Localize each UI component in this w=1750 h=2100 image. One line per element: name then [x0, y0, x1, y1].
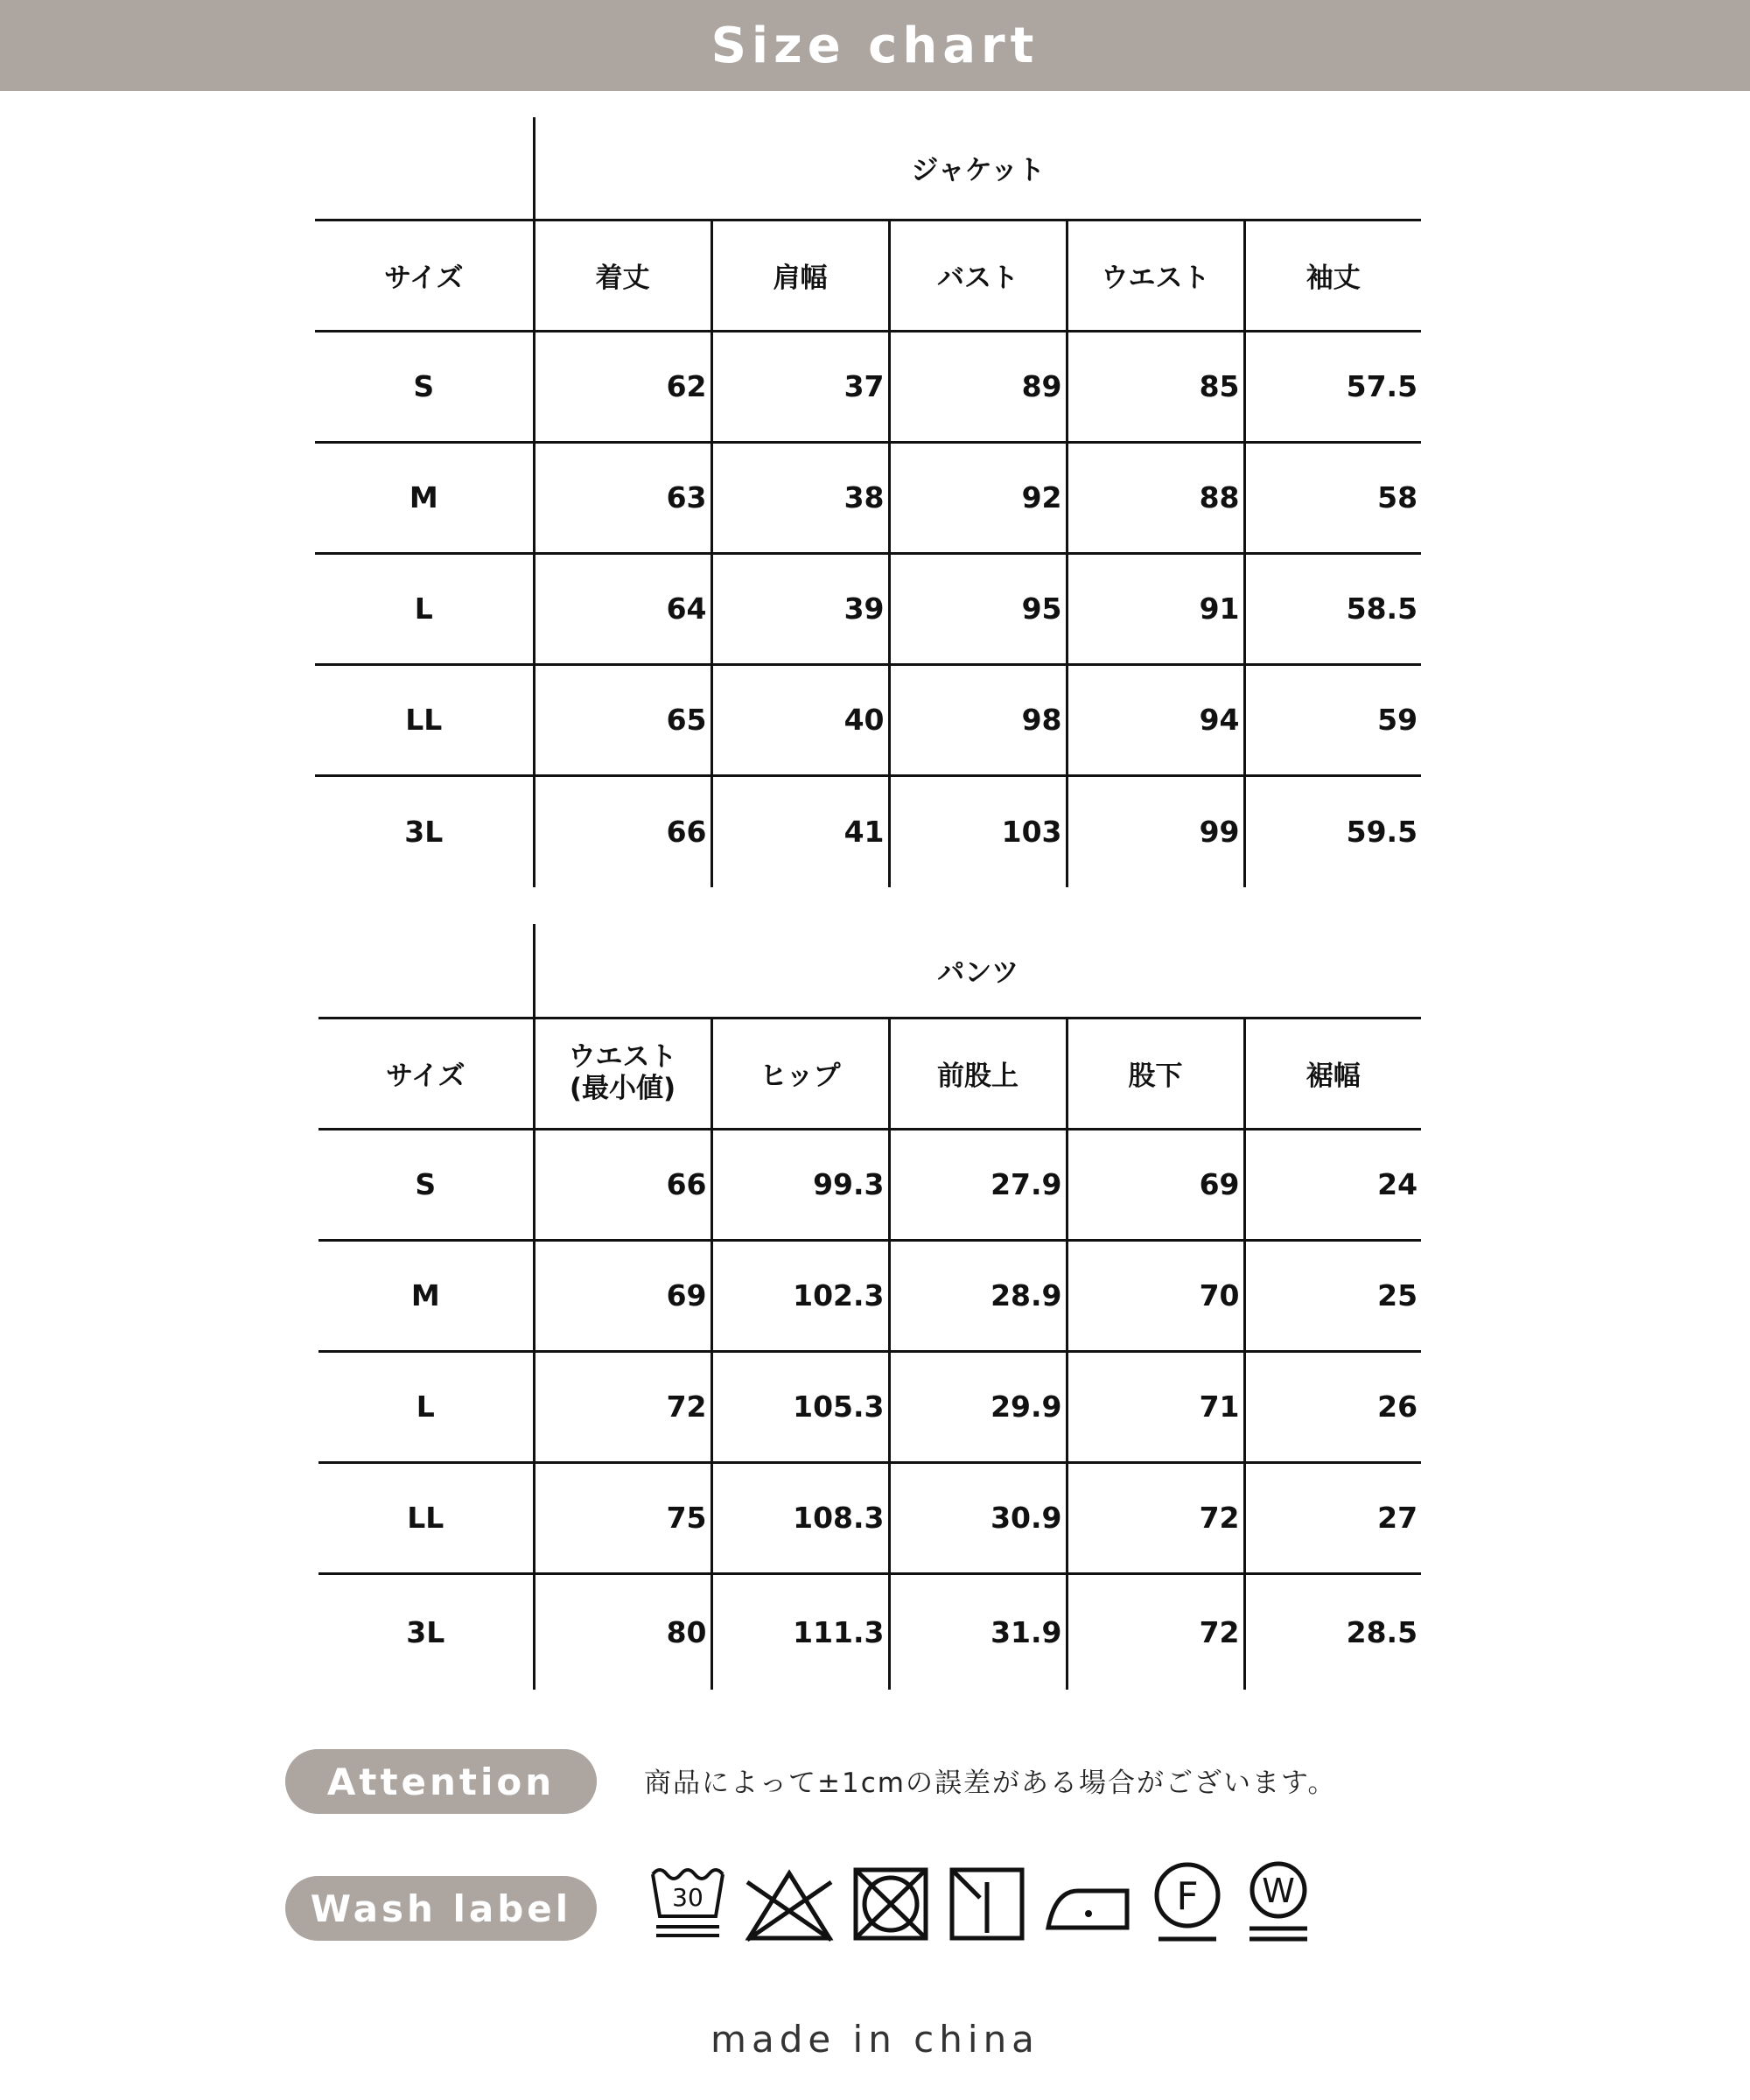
jacket-col-header: ウエスト [1067, 220, 1244, 331]
measure-cell: 103 [889, 775, 1067, 887]
size-label: L [318, 1351, 534, 1462]
made-in-label: made in china [710, 2018, 1040, 2061]
measure-cell: 59.5 [1244, 775, 1421, 887]
size-label: 3L [318, 1573, 534, 1690]
measure-cell: 75 [534, 1462, 711, 1573]
measure-cell: 88 [1067, 442, 1244, 553]
measure-cell: 66 [534, 1129, 711, 1240]
measure-cell: 28.9 [889, 1240, 1067, 1351]
measure-cell: 31.9 [889, 1573, 1067, 1690]
measure-cell: 38 [711, 442, 889, 553]
measure-cell: 72 [1067, 1462, 1244, 1573]
measure-cell: 25 [1244, 1240, 1421, 1351]
pants-col-header: 裾幅 [1244, 1018, 1421, 1129]
measure-cell: 41 [711, 775, 889, 887]
no-tumble-dry-icon [850, 1865, 931, 1943]
measure-cell: 62 [534, 331, 711, 442]
header-bar [0, 0, 1750, 91]
measure-cell: 27.9 [889, 1129, 1067, 1240]
attention-badge [285, 1749, 597, 1814]
size-label: S [315, 331, 534, 442]
measure-cell: 108.3 [711, 1462, 889, 1573]
table-row [318, 1462, 1421, 1573]
table-row [315, 553, 1421, 664]
measure-cell: 27 [1244, 1462, 1421, 1573]
no-bleach-icon [744, 1865, 835, 1943]
measure-cell: 29.9 [889, 1351, 1067, 1462]
dry-clean-f-icon [1150, 1860, 1225, 1948]
size-label: L [315, 553, 534, 664]
measure-cell: 80 [534, 1573, 711, 1690]
pants-col-header: ヒップ [711, 1018, 889, 1129]
size-label: S [318, 1129, 534, 1240]
measure-cell: 69 [534, 1240, 711, 1351]
measure-cell: 58 [1244, 442, 1421, 553]
measure-cell: 91 [1067, 553, 1244, 664]
table-row [315, 775, 1421, 887]
measure-cell: 37 [711, 331, 889, 442]
measure-cell: 111.3 [711, 1573, 889, 1690]
measure-cell: 69 [1067, 1129, 1244, 1240]
jacket-title: ジャケット [534, 117, 1421, 220]
wash-label: Wash label [310, 1886, 572, 1930]
wash-temp-label: 30 [672, 1883, 704, 1912]
wet-clean-w-icon [1241, 1860, 1316, 1948]
measure-cell: 98 [889, 664, 1067, 775]
measure-cell: 65 [534, 664, 711, 775]
measure-cell: 63 [534, 442, 711, 553]
measure-cell: 57.5 [1244, 331, 1421, 442]
pants-col-header [534, 1018, 711, 1129]
page-title: Size chart [710, 17, 1040, 74]
wet-clean-letter: W [1262, 1872, 1295, 1910]
jacket-col-header: バスト [889, 220, 1067, 331]
jacket-col-header: 袖丈 [1244, 220, 1421, 331]
measure-cell: 58.5 [1244, 553, 1421, 664]
pants-size-table [318, 924, 1421, 1690]
measure-cell: 24 [1244, 1129, 1421, 1240]
size-label: M [318, 1240, 534, 1351]
measure-cell: 26 [1244, 1351, 1421, 1462]
measure-cell: 71 [1067, 1351, 1244, 1462]
measure-cell: 99 [1067, 775, 1244, 887]
dry-clean-letter: F [1176, 1874, 1199, 1919]
pants-col-header-sub: (最小値) [569, 1072, 676, 1104]
measure-cell: 102.3 [711, 1240, 889, 1351]
jacket-header-row [315, 220, 1421, 331]
size-label: LL [315, 664, 534, 775]
pants-header-row [318, 1018, 1421, 1129]
measure-cell: 89 [889, 331, 1067, 442]
measure-cell: 92 [889, 442, 1067, 553]
measure-cell: 95 [889, 553, 1067, 664]
wash-icons [648, 1860, 1316, 1948]
pants-col-header-main: ウエスト [568, 1040, 677, 1073]
measure-cell: 39 [711, 553, 889, 664]
table-row [315, 331, 1421, 442]
measure-cell: 28.5 [1244, 1573, 1421, 1690]
jacket-col-header: 着丈 [534, 220, 711, 331]
measure-cell: 30.9 [889, 1462, 1067, 1573]
pants-col-header: 股下 [1067, 1018, 1244, 1129]
table-row [318, 1129, 1421, 1240]
size-label: 3L [315, 775, 534, 887]
jacket-size-header: サイズ [315, 220, 534, 331]
measure-cell: 85 [1067, 331, 1244, 442]
iron-low-icon [1043, 1865, 1134, 1943]
table-row [315, 664, 1421, 775]
pants-title: パンツ [534, 924, 1421, 1018]
pants-col-header: 前股上 [889, 1018, 1067, 1129]
measure-cell: 59 [1244, 664, 1421, 775]
wash-label-badge [285, 1876, 597, 1941]
jacket-size-table [315, 117, 1421, 887]
table-row [318, 1573, 1421, 1690]
measure-cell: 105.3 [711, 1351, 889, 1462]
measure-cell: 94 [1067, 664, 1244, 775]
table-row [315, 442, 1421, 553]
measure-cell: 72 [1067, 1573, 1244, 1690]
measure-cell: 66 [534, 775, 711, 887]
size-label: M [315, 442, 534, 553]
table-row [318, 1351, 1421, 1462]
measure-cell: 99.3 [711, 1129, 889, 1240]
measure-cell: 72 [534, 1351, 711, 1462]
measure-cell: 64 [534, 553, 711, 664]
measure-cell: 70 [1067, 1240, 1244, 1351]
measure-cell: 40 [711, 664, 889, 775]
attention-text: 商品によって±1cmの誤差がある場合がございます。 [644, 1768, 1337, 1799]
jacket-corner-cell [315, 117, 534, 220]
size-label: LL [318, 1462, 534, 1573]
attention-label: Attention [326, 1760, 556, 1803]
line-dry-shade-icon [947, 1865, 1027, 1943]
table-row [318, 1240, 1421, 1351]
jacket-col-header: 肩幅 [711, 220, 889, 331]
pants-size-header: サイズ [318, 1018, 534, 1129]
pants-corner-cell [318, 924, 534, 1018]
wash-30-icon [648, 1862, 728, 1946]
